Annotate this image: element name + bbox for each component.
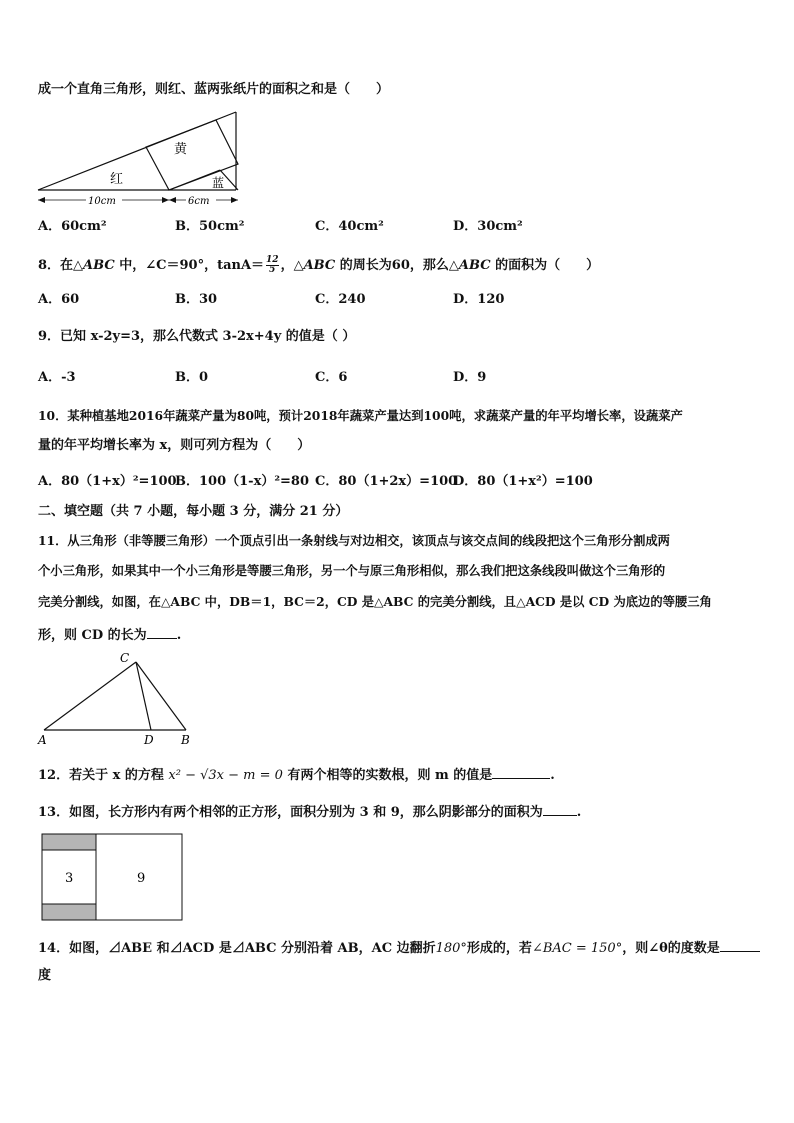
q13-figure [40,832,185,924]
small-square-label: 3 [65,871,74,886]
label-red: 红 [110,172,124,187]
q7-option-a: A．60cm² [38,219,107,234]
label-yellow: 黄 [174,142,188,157]
q10-option-a: A．80（1+x）²=100 [38,474,177,489]
label-len-red: 10cm [88,196,116,207]
q7-option-d: D．30cm² [453,219,523,234]
label-len-blue: 6cm [188,196,210,207]
point-d-label: D [144,733,154,747]
label-blue: 蓝 [212,176,225,190]
q10-line-1: 10．某种植基地2016年蔬菜产量为80吨，预计2018年蔬菜产量达到100吨，求蔬菜产量的年平均增长率，设蔬菜产 [38,408,683,423]
q7-option-b: B．50cm² [175,219,245,234]
q11-line-3: 完美分割线，如图，在△ABC 中，DB＝1，BC＝2，CD 是△ABC 的完美分割线，且△ACD 是以 CD 为底边的等腰三角 [38,594,712,609]
q8-option-d: D．120 [453,292,505,307]
large-square-label: 9 [137,871,146,886]
q11-line-1: 11．从三角形（非等腰三角形）一个顶点引出一条射线与对边相交，该顶点与该交点间的线段把这个三角形分割成两 [38,533,670,548]
q12-answer-blank[interactable] [492,764,550,779]
q12-equation: x² − √3x − m = 0 [168,768,283,783]
q7-option-c: C．40cm² [315,219,384,234]
q7-figure [36,108,246,208]
q8-option-b: B．30 [175,292,218,307]
q14-answer-blank[interactable] [720,937,760,952]
q11-line-4: 形，则 CD 的长为 . [38,624,181,645]
q12-stem: 12．若关于 x 的方程 x² − √3x − m = 0 有两个相等的实数根，则 m 的值是 . [38,764,555,785]
q10-option-d: D．80（1+x²）=100 [453,474,593,489]
q11-figure [36,648,196,748]
point-c-label: C [120,651,130,665]
section-heading: 二、填空题（共 7 小题，每小题 3 分，满分 21 分） [38,504,349,519]
q14-unit: 度 [38,968,52,983]
q7-stem: 成一个直角三角形，则红、蓝两张纸片的面积之和是（ ） [38,82,390,97]
q14-stem: 14．如图，⊿ABE 和⊿ACD 是⊿ABC 分别沿着 AB，AC 边翻折180°形成的，若∠BAC = 150°，则∠θ的度数是 [38,937,760,958]
point-a-label: A [38,733,47,747]
q8-option-a: A．60 [38,292,80,307]
q11-line-2: 个小三角形，如果其中一个小三角形是等腰三角形，另一个与原三角形相似，那么我们把这条线段叫做这个三角形的 [38,563,666,578]
q10-line-2: 量的年平均增长率为 x，则可列方程为（ ） [38,438,311,453]
q8-option-c: C．240 [315,292,366,307]
q9-stem: 9．已知 x-2y=3，那么代数式 3-2x+4y 的值是（ ） [38,329,356,344]
q13-answer-blank[interactable] [543,801,577,816]
q10-option-b: B．100（1-x）²=80 [175,474,309,489]
q10-option-c: C．80（1+2x）=100 [315,474,458,489]
point-b-label: B [181,733,190,747]
q8-stem: 8．在△ABC 中，∠C＝90°，tanA＝ $\frac{12}{5}$ ，△ABC 的周长为60，那么△ABC 的面积为（ ） [38,255,600,275]
q9-option-a: A．-3 [38,370,76,385]
q9-option-b: B．0 [175,370,209,385]
q13-stem: 13．如图，长方形内有两个相邻的正方形，面积分别为 3 和 9，那么阴影部分的面积为 . [38,801,581,822]
q11-answer-blank[interactable] [147,624,177,639]
q9-option-d: D．9 [453,370,487,385]
q9-option-c: C．6 [315,370,348,385]
